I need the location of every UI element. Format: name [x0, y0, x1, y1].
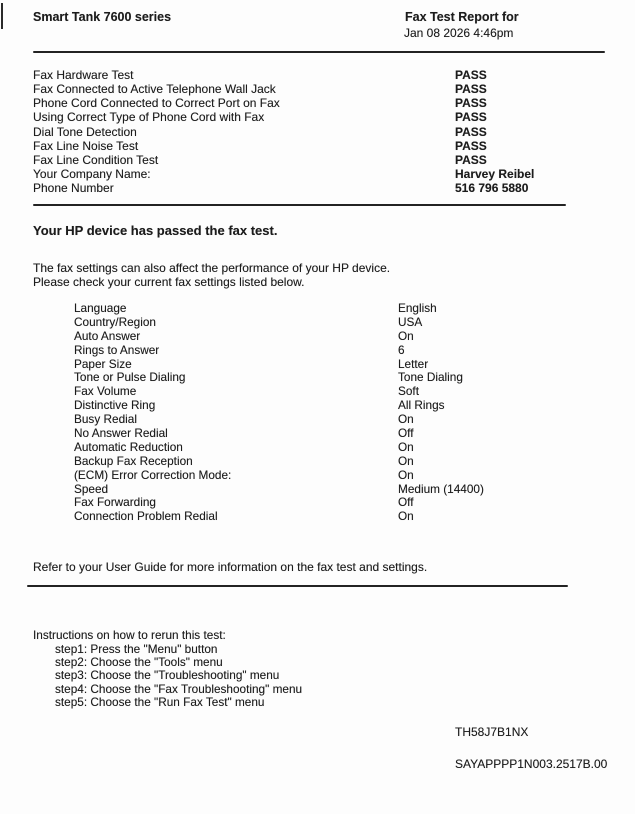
footer-code-line2: SAYAPPPP1N003.2517B.00	[455, 757, 608, 771]
test-value: Harvey Reibel	[455, 166, 535, 181]
test-label: Fax Hardware Test	[33, 68, 134, 82]
instructions-title: Instructions on how to rerun this test:	[33, 628, 226, 642]
setting-label: Busy Redial	[74, 412, 137, 427]
setting-label: Backup Fax Reception	[74, 453, 193, 468]
test-value: PASS	[455, 138, 487, 153]
instruction-step: step2: Choose the "Tools" menu	[55, 655, 223, 670]
setting-row	[74, 344, 574, 358]
setting-value: Off	[398, 495, 414, 510]
instruction-step: step1: Press the "Menu" button	[55, 642, 218, 656]
setting-label: Automatic Reduction	[74, 439, 183, 454]
test-row	[33, 139, 605, 153]
setting-value: On	[398, 328, 414, 343]
setting-label: Fax Forwarding	[74, 495, 156, 510]
setting-label: Distinctive Ring	[74, 398, 156, 413]
setting-value: On	[398, 453, 414, 468]
setting-value: Soft	[398, 384, 419, 399]
test-label: Dial Tone Detection	[33, 124, 137, 139]
printer-model-title: Smart Tank 7600 series	[33, 10, 172, 24]
pass-result-banner: Your HP device has passed the fax test.	[33, 223, 278, 238]
test-value: 516 796 5880	[455, 181, 529, 196]
setting-row	[74, 455, 574, 469]
test-row	[33, 181, 605, 195]
test-value: PASS	[455, 68, 487, 82]
fax-settings-section	[74, 302, 574, 524]
setting-value: 6	[398, 342, 405, 357]
instruction-step: step4: Choose the "Fax Troubleshooting" menu	[55, 681, 303, 696]
setting-row	[74, 385, 574, 399]
setting-value: On	[398, 412, 414, 427]
setting-label: No Answer Redial	[74, 426, 168, 441]
setting-row	[74, 441, 574, 455]
test-label: Phone Cord Connected to Correct Port on Fax	[33, 96, 280, 111]
test-row	[33, 110, 605, 124]
test-label: Your Company Name:	[33, 166, 151, 181]
setting-label: Speed	[74, 481, 109, 496]
divider-after-tests	[33, 204, 566, 206]
setting-label: (ECM) Error Correction Mode:	[74, 467, 232, 482]
scan-artifact-mark	[1, 3, 3, 29]
test-row	[33, 125, 605, 139]
setting-row	[74, 330, 574, 344]
instruction-step: step3: Choose the "Troubleshooting" menu	[55, 668, 280, 683]
test-label: Fax Line Noise Test	[33, 138, 139, 153]
setting-row	[74, 399, 574, 413]
report-title: Fax Test Report for	[405, 10, 519, 24]
setting-value: USA	[398, 314, 423, 329]
setting-row	[74, 483, 574, 497]
test-label: Phone Number	[33, 181, 114, 196]
test-row	[33, 167, 605, 181]
setting-row	[74, 316, 574, 330]
test-label: Using Correct Type of Phone Cord with Fax	[33, 110, 265, 125]
setting-label: Country/Region	[74, 314, 156, 329]
test-value: PASS	[455, 124, 487, 139]
setting-row	[74, 358, 574, 372]
setting-row	[74, 413, 574, 427]
test-row	[33, 82, 605, 96]
setting-row	[74, 371, 574, 385]
settings-intro-line2: Please check your current fax settings listed below.	[33, 275, 305, 289]
divider-top	[33, 51, 605, 53]
test-value: PASS	[455, 96, 487, 111]
setting-value: All Rings	[398, 398, 445, 413]
setting-label: Fax Volume	[74, 384, 137, 399]
test-value: PASS	[455, 110, 487, 125]
test-row	[33, 68, 605, 82]
divider-bottom	[27, 585, 568, 587]
test-results-section	[33, 68, 605, 195]
setting-value: Off	[398, 426, 414, 441]
report-datetime: Jan 08 2026 4:46pm	[404, 26, 514, 40]
setting-value: Tone Dialing	[398, 370, 463, 385]
setting-row	[74, 427, 574, 441]
setting-value: On	[398, 467, 414, 482]
setting-row	[74, 496, 574, 510]
user-guide-note: Refer to your User Guide for more information on the fax test and settings.	[33, 560, 428, 574]
setting-label: Paper Size	[74, 356, 132, 371]
test-row	[33, 96, 605, 110]
setting-row	[74, 510, 574, 524]
setting-value: On	[398, 439, 414, 454]
setting-value: Medium (14400)	[398, 481, 484, 496]
setting-label: Tone or Pulse Dialing	[74, 370, 186, 385]
instruction-step: step5: Choose the "Run Fax Test" menu	[55, 694, 265, 709]
setting-label: Language	[74, 301, 127, 315]
settings-intro-line1: The fax settings can also affect the performance of your HP device.	[33, 261, 391, 275]
footer-code-line1: TH58J7B1NX	[455, 725, 529, 739]
setting-label: Connection Problem Redial	[74, 509, 218, 524]
setting-value: Letter	[398, 356, 429, 371]
setting-label: Rings to Answer	[74, 342, 160, 357]
setting-row	[74, 302, 574, 316]
setting-value: English	[398, 301, 437, 315]
test-label: Fax Line Condition Test	[33, 152, 159, 167]
test-value: PASS	[455, 82, 487, 97]
setting-label: Auto Answer	[74, 328, 141, 343]
test-label: Fax Connected to Active Telephone Wall Jack	[33, 82, 276, 97]
instructions-steps	[55, 643, 302, 709]
test-row	[33, 153, 605, 167]
setting-row	[74, 469, 574, 483]
setting-value: On	[398, 509, 414, 524]
test-value: PASS	[455, 152, 487, 167]
